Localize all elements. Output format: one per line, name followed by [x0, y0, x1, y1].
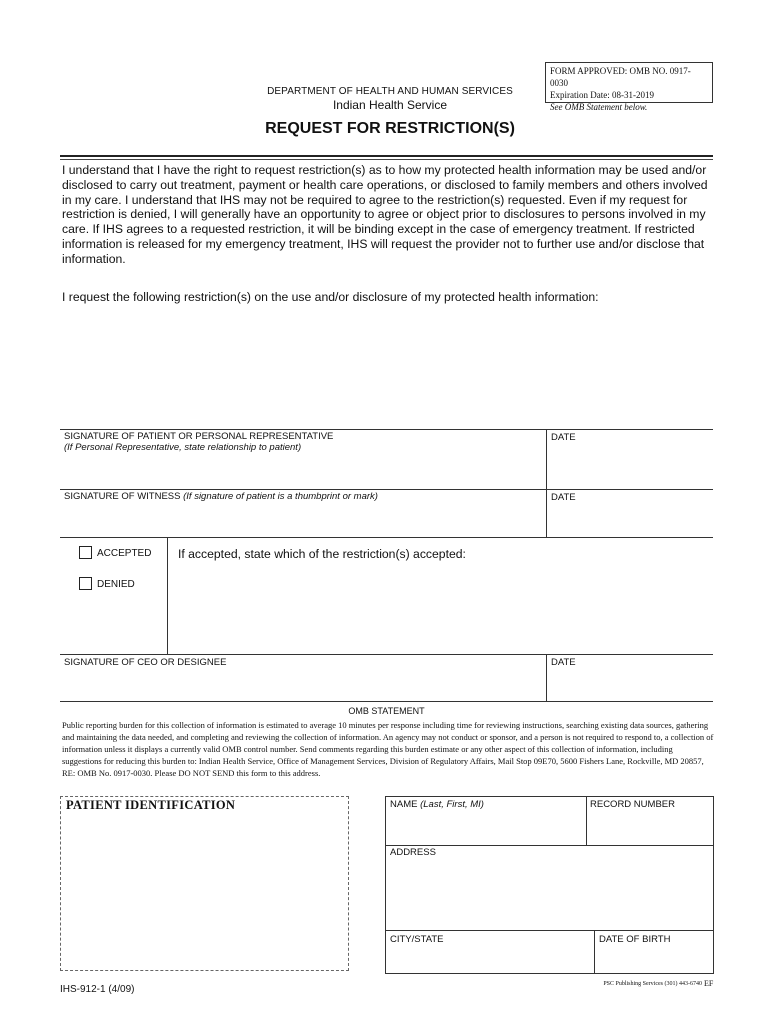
accepted-restrictions-label: If accepted, state which of the restriction(s) accepted: — [178, 547, 466, 561]
title-divider-thin — [60, 159, 713, 160]
city-state-label: CITY/STATE — [390, 934, 444, 945]
expiration-date: Expiration Date: 08-31-2019 — [550, 90, 654, 100]
ceo-signature-label: SIGNATURE OF CEO OR DESIGNEE — [64, 657, 227, 668]
form-identifier: IHS-912-1 (4/09) — [60, 984, 135, 995]
patient-signature-label — [64, 431, 534, 453]
denied-checkbox[interactable] — [79, 577, 92, 590]
address-label: ADDRESS — [390, 847, 436, 858]
name-field[interactable] — [386, 812, 586, 844]
accepted-label: ACCEPTED — [97, 548, 152, 559]
patient-date-label: DATE — [551, 432, 576, 443]
omb-statement-title: OMB STATEMENT — [348, 706, 425, 716]
date-of-birth-field[interactable] — [595, 946, 713, 973]
patient-signature-top-line — [60, 429, 713, 430]
omb-note: See OMB Statement below. — [550, 102, 648, 112]
ceo-date-label: DATE — [551, 657, 576, 668]
restriction-request-field[interactable] — [62, 308, 713, 428]
ceo-top-line — [60, 654, 713, 655]
omb-statement-text: Public reporting burden for this collection of information is estimated to average 10 minutes per response including time for reviewing instructions, searching existing data sources, gathering and maintaining the data needed, and completing and reviewing the collection of information. An agency may not conduct or sponsor, and a person is not required to respond to, a collection of information unless it displays a currently valid OMB control number. Send comments regarding this burden estimate or any other aspect of this collection of information, including suggestions for reducing this burden to: Indian Health Service, Office of Management Services, Division of Regulatory Affairs, Mail Stop 09E70, 5600 Fishers Lane, Rockville, MD 20857, RE: OMB No. 0917-0030. Please DO NOT SEND this form to this address. — [62, 720, 714, 778]
ceo-date-field[interactable] — [547, 670, 713, 701]
name-bottom-line — [385, 845, 714, 846]
witness-signature-label — [64, 491, 544, 502]
witness-signature-field[interactable] — [60, 505, 546, 537]
ceo-signature-field[interactable] — [60, 670, 546, 701]
witness-signature-note: (If signature of patient is a thumbprint or mark) — [183, 491, 378, 502]
rights-paragraph: I understand that I have the right to request restriction(s) as to how my protected health information may be used and/or disclosed to carry out treatment, payment or health care operations, or disclosed to family members and others involved in my care. I understand that IHS may not be required to agree to the restriction(s) requested. Even if my request for restriction is denied, I will generally have an opportunity to agree or object prior to disclosures to persons involved in my care. If IHS agrees to a requested restriction, it will be binding except in the case of emergency treatment. If restricted information is released for my emergency treatment, IHS will request the provider not to further use and/or disclose that information. — [62, 163, 708, 266]
witness-date-field[interactable] — [547, 505, 713, 537]
decision-divider — [167, 537, 168, 654]
city-state-field[interactable] — [386, 946, 593, 973]
patient-signature-field[interactable] — [60, 455, 546, 488]
patient-signature-note: (If Personal Representative, state relationship to patient) — [64, 442, 302, 453]
agency-name: Indian Health Service — [332, 98, 448, 112]
record-number-label: RECORD NUMBER — [590, 799, 675, 810]
address-bottom-line — [385, 930, 714, 931]
witness-signature-title: SIGNATURE OF WITNESS — [64, 491, 181, 502]
department-name: DEPARTMENT OF HEALTH AND HUMAN SERVICES — [267, 86, 513, 97]
title-divider — [60, 155, 713, 157]
omb-approval-box — [545, 62, 713, 112]
address-field[interactable] — [386, 860, 713, 929]
record-number-field[interactable] — [587, 812, 713, 844]
publisher-credit: PSC Publishing Services (301) 443-6740 — [603, 981, 702, 987]
name-label-note: (Last, First, MI) — [420, 799, 484, 810]
accepted-restrictions-field[interactable] — [170, 565, 713, 653]
decision-top-line — [60, 537, 713, 538]
witness-top-line — [60, 489, 713, 490]
ceo-bottom-line — [60, 701, 713, 702]
restriction-request-prompt: I request the following restriction(s) on the use and/or disclosure of my protected health information: — [62, 290, 599, 304]
omb-number: FORM APPROVED: OMB NO. 0917-0030 — [550, 66, 691, 88]
name-label-text: NAME — [390, 799, 418, 810]
witness-date-label: DATE — [551, 492, 576, 503]
form-title: REQUEST FOR RESTRICTION(S) — [265, 120, 515, 137]
patient-signature-title: SIGNATURE OF PATIENT OR PERSONAL REPRESENTATIVE — [64, 431, 334, 442]
patient-identification-box[interactable] — [60, 796, 349, 971]
ef-mark: EF — [704, 979, 714, 988]
patient-identification-title: PATIENT IDENTIFICATION — [66, 798, 236, 812]
patient-date-field[interactable] — [547, 446, 713, 488]
date-of-birth-label: DATE OF BIRTH — [599, 934, 671, 945]
name-label — [390, 799, 484, 810]
denied-label: DENIED — [97, 579, 135, 590]
accepted-checkbox[interactable] — [79, 546, 92, 559]
